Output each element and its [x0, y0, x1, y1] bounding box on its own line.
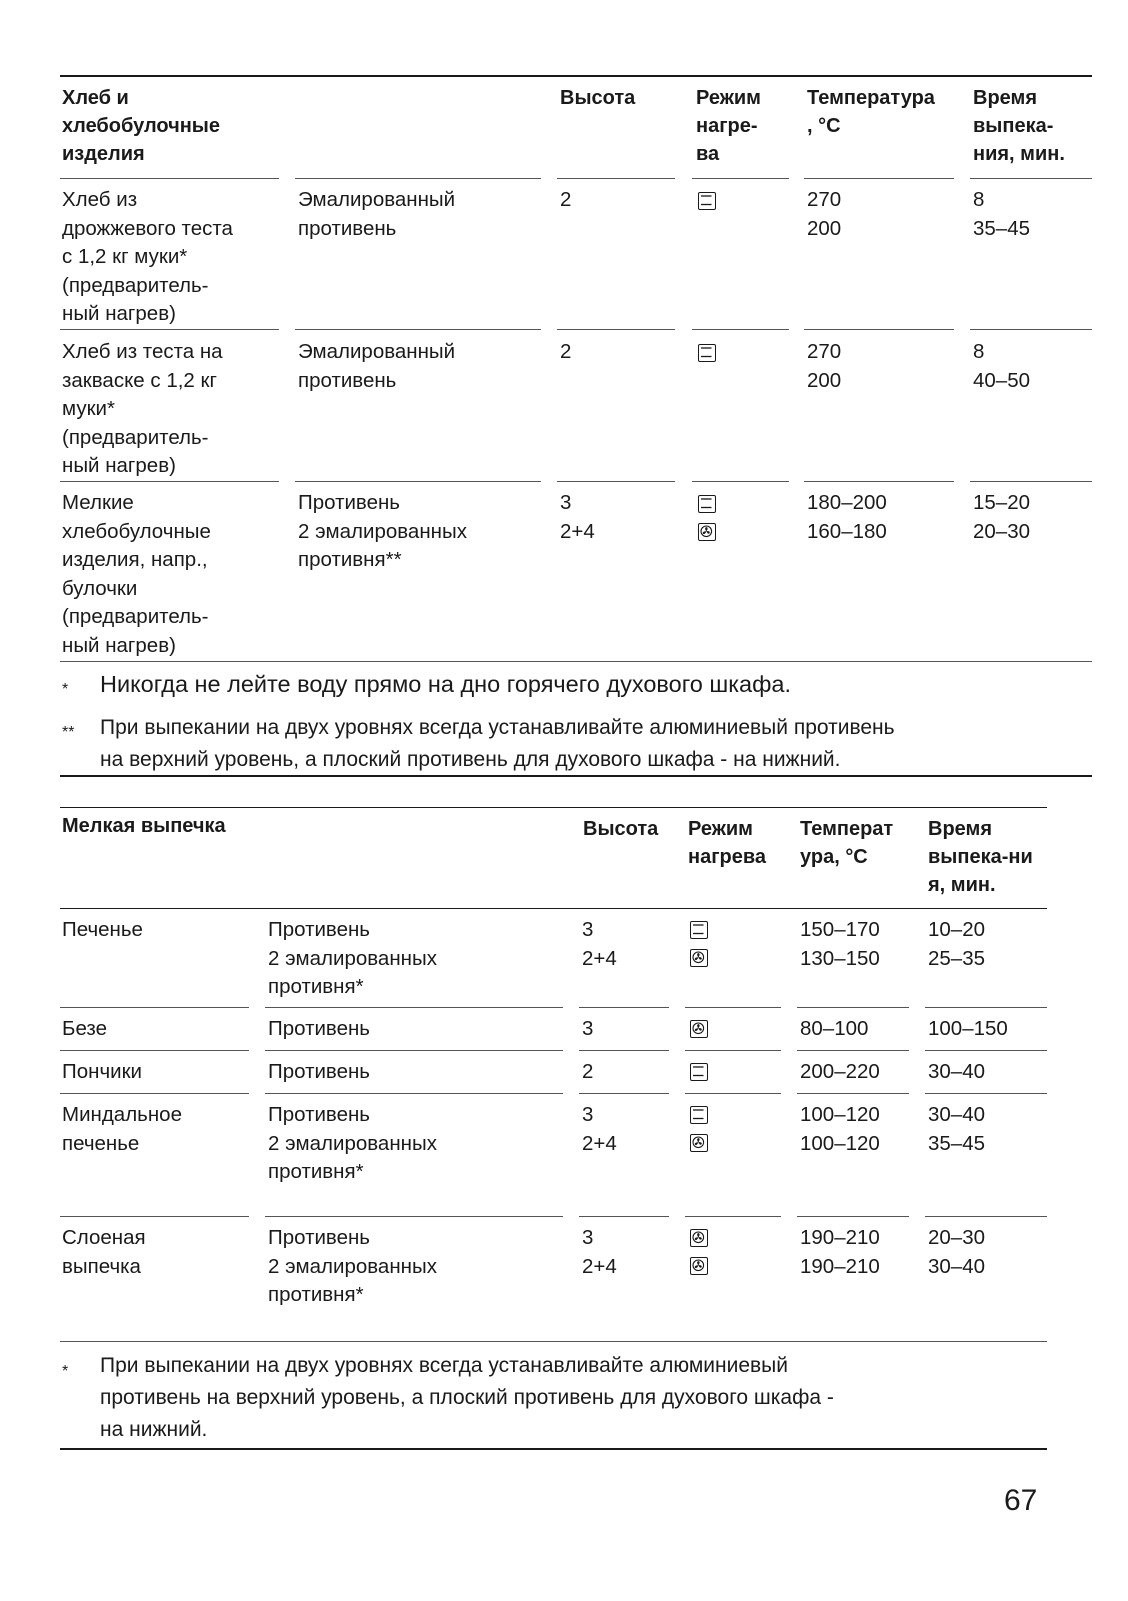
row-tray: Противень: [268, 1060, 370, 1083]
row-temperature: 200–220: [800, 1060, 880, 1083]
hot-air-fan-icon: [690, 949, 708, 967]
footnote-text: При выпекании на двух уровнях всегда устанавливайте алюминиевый противень на верхний уровень, а плоский противень для духового шкафа - на нижний.: [100, 1354, 834, 1441]
row-rule: [60, 481, 279, 482]
row-rule: [557, 329, 675, 330]
row-rule: [685, 1050, 781, 1051]
row-rule: [925, 1050, 1047, 1051]
row-rule: [925, 1216, 1047, 1217]
column-header-time: Время выпека- ния, мин.: [973, 87, 1065, 165]
column-header-height: Высота: [583, 818, 659, 840]
row-rule: [925, 1007, 1047, 1008]
row-rule: [265, 1216, 563, 1217]
row-time: 30–40: [928, 1060, 986, 1083]
footnote-text: При выпекании на двух уровнях всегда устанавливайте алюминиевый противень на верхний уровень, а плоский противень для духового шкафа - на нижний.: [100, 716, 895, 771]
row-rule: [692, 329, 789, 330]
row-rule: [60, 1007, 249, 1008]
row-temperature: 150–170 130–150: [800, 918, 880, 970]
row-rule: [925, 1093, 1047, 1094]
row-rule: [60, 1050, 249, 1051]
row-tray: Эмалированный противень: [298, 188, 456, 240]
row-rule: [295, 481, 541, 482]
footnote-mark: *: [62, 681, 69, 698]
table-top-rule: [60, 75, 1092, 77]
row-time: 100–150: [928, 1017, 1008, 1040]
row-rule: [804, 481, 954, 482]
row-height: 2: [560, 188, 572, 211]
row-rule: [60, 1216, 249, 1217]
row-temperature: 180–200 160–180: [807, 491, 887, 543]
row-rule: [804, 178, 954, 179]
row-temperature: 270 200: [807, 340, 842, 392]
row-height: 3 2+4: [582, 1226, 617, 1278]
row-name: Слоеная выпечка: [62, 1226, 146, 1278]
row-height: 3 2+4: [582, 918, 617, 970]
row-rule: [579, 1093, 669, 1094]
row-rule: [692, 481, 789, 482]
row-time: 8 40–50: [973, 340, 1031, 392]
row-height: 3 2+4: [560, 491, 595, 543]
notes-top-rule: [60, 1341, 1047, 1342]
row-rule: [797, 1050, 909, 1051]
row-tray: Противень: [268, 1017, 370, 1040]
row-rule: [265, 1050, 563, 1051]
footnote-mark: *: [62, 1363, 69, 1380]
row-tray: Противень 2 эмалированных противня*: [268, 918, 437, 998]
row-time: 30–40 35–45: [928, 1103, 986, 1155]
row-temperature: 270 200: [807, 188, 842, 240]
row-rule: [804, 329, 954, 330]
row-height: 2: [560, 340, 572, 363]
row-rule: [295, 329, 541, 330]
row-rule: [970, 481, 1092, 482]
row-name: Хлеб из теста на закваске с 1,2 кг муки* (предваритель- ный нагрев): [62, 340, 223, 477]
row-rule: [60, 1093, 249, 1094]
top-bottom-heat-icon: [698, 495, 716, 513]
row-rule: [797, 1216, 909, 1217]
column-header-temperature: Температура , °C: [807, 87, 935, 137]
notes-top-rule: [60, 661, 1092, 662]
row-rule: [265, 1093, 563, 1094]
column-header-height: Высота: [560, 87, 636, 109]
column-header-mode: Режим нагрева: [688, 818, 767, 868]
row-tray: Противень 2 эмалированных противня**: [298, 491, 467, 571]
top-bottom-heat-icon: [698, 344, 716, 362]
hot-air-fan-icon: [698, 523, 716, 541]
row-rule: [295, 178, 541, 179]
row-time: 8 35–45: [973, 188, 1031, 240]
row-tray: Эмалированный противень: [298, 340, 456, 392]
header-bottom-rule: [60, 908, 1047, 909]
row-rule: [692, 178, 789, 179]
row-rule: [685, 1007, 781, 1008]
hot-air-fan-icon: [690, 1229, 708, 1247]
row-name: Хлеб из дрожжевого теста с 1,2 кг муки* (предваритель- ный нагрев): [62, 188, 233, 325]
row-height: 3: [582, 1017, 594, 1040]
column-header-temperature: Температ ура, °C: [800, 818, 894, 868]
row-rule: [557, 481, 675, 482]
top-bottom-heat-icon: [690, 1106, 708, 1124]
row-height: 2: [582, 1060, 594, 1083]
row-temperature: 80–100: [800, 1017, 869, 1040]
hot-air-fan-icon: [690, 1020, 708, 1038]
row-temperature: 190–210 190–210: [800, 1226, 880, 1278]
row-name: Мелкие хлебобулочные изделия, напр., булочки (предваритель- ный нагрев): [62, 491, 211, 657]
row-name: Миндальное печенье: [62, 1103, 182, 1155]
row-rule: [557, 178, 675, 179]
page-number: 67: [1004, 1484, 1038, 1517]
row-time: 15–20 20–30: [973, 491, 1031, 543]
row-rule: [685, 1093, 781, 1094]
table-title: Хлеб и хлебобулочные изделия: [62, 87, 220, 165]
row-rule: [970, 329, 1092, 330]
top-bottom-heat-icon: [690, 921, 708, 939]
row-rule: [265, 1007, 563, 1008]
column-header-time: Время выпека-ни я, мин.: [928, 818, 1033, 896]
row-rule: [685, 1216, 781, 1217]
row-rule: [579, 1050, 669, 1051]
row-rule: [60, 178, 279, 179]
row-name: Безе: [62, 1017, 107, 1040]
table-bottom-rule: [60, 1448, 1047, 1450]
top-bottom-heat-icon: [698, 192, 716, 210]
row-time: 20–30 30–40: [928, 1226, 986, 1278]
row-temperature: 100–120 100–120: [800, 1103, 880, 1155]
top-bottom-heat-icon: [690, 1063, 708, 1081]
row-tray: Противень 2 эмалированных противня*: [268, 1103, 437, 1183]
column-header-mode: Режим нагре- ва: [696, 87, 761, 165]
table-title: Мелкая выпечка: [62, 815, 226, 837]
hot-air-fan-icon: [690, 1134, 708, 1152]
table-top-rule: [60, 807, 1047, 808]
hot-air-fan-icon: [690, 1257, 708, 1275]
row-rule: [970, 178, 1092, 179]
row-height: 3 2+4: [582, 1103, 617, 1155]
row-rule: [60, 329, 279, 330]
row-time: 10–20 25–35: [928, 918, 986, 970]
footnote-text: Никогда не лейте воду прямо на дно горячего духового шкафа.: [100, 671, 792, 697]
footnote-mark: **: [62, 724, 75, 741]
row-rule: [579, 1216, 669, 1217]
row-name: Печенье: [62, 918, 143, 941]
row-rule: [797, 1093, 909, 1094]
row-name: Пончики: [62, 1060, 143, 1083]
row-rule: [797, 1007, 909, 1008]
row-tray: Противень 2 эмалированных противня*: [268, 1226, 437, 1306]
row-rule: [579, 1007, 669, 1008]
table-bottom-rule: [60, 775, 1092, 777]
